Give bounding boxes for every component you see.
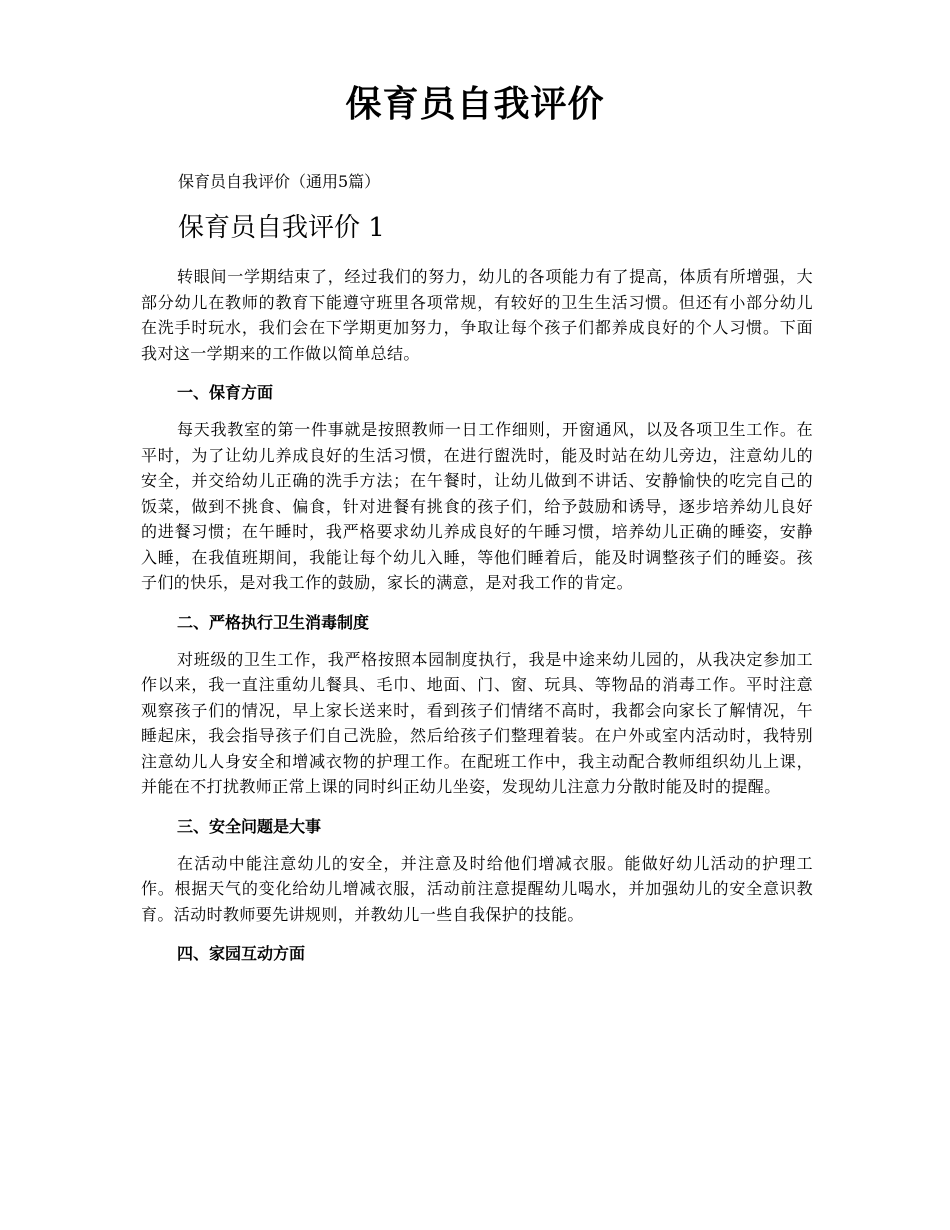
section-heading-home-school: 四、家园互动方面 bbox=[177, 944, 306, 963]
document-subtitle: 保育员自我评价（通用5篇） bbox=[178, 172, 381, 191]
section-paragraph-childcare: 每天我教室的第一件事就是按照教师一日工作细则，开窗通风，以及各项卫生工作。在平时，为了让幼儿养成良好的生活习惯，在进行盥洗时，能及时站在幼儿旁边，注意幼儿的安全，并交给幼儿正确的洗手方法；在午餐时，让幼儿做到不讲话、安静愉快的吃完自己的饭菜，做到不挑食、偏食，针对进餐有挑食的孩子们，给予鼓励和诱导，逐步培养幼儿良好的进餐习惯；在午睡时，我严格要求幼儿养成良好的午睡习惯，培养幼儿正确的睡姿，安静入睡，在我值班期间，我能让每个幼儿入睡，等他们睡着后，能及时调整孩子们的睡姿。孩子们的快乐，是对我工作的鼓励，家长的满意，是对我工作的肯定。 bbox=[141, 420, 813, 592]
document-body bbox=[141, 264, 813, 978]
section-paragraph-hygiene: 对班级的卫生工作，我严格按照本园制度执行，我是中途来幼儿园的，从我决定参加工作以来，我一直注重幼儿餐具、毛巾、地面、门、窗、玩具、等物品的消毒工作。平时注意观察孩子们的情况，早上家长送来时，看到孩子们情绪不高时，我都会向家长了解情况，午睡起床，我会指导孩子们自己洗脸，然后给孩子们整理着装。在户外或室内活动时，我特别注意幼儿人身安全和增减衣物的护理工作。在配班工作中，我主动配合教师组织幼儿上课，并能在不打扰教师正常上课的同时纠正幼儿坐姿，发现幼儿注意力分散时能及时的提醒。 bbox=[141, 649, 813, 796]
document-title: 保育员自我评价 bbox=[345, 83, 605, 125]
section-heading-hygiene: 二、严格执行卫生消毒制度 bbox=[177, 612, 370, 632]
section-paragraph-safety: 在活动中能注意幼儿的安全，并注意及时给他们增减衣服。能做好幼儿活动的护理工作。根据天气的变化给幼儿增减衣服，活动前注意提醒幼儿喝水，并加强幼儿的安全意识教育。活动时教师要先讲规则，并教幼儿一些自我保护的技能。 bbox=[141, 853, 813, 924]
intro-paragraph: 转眼间一学期结束了，经过我们的努力，幼儿的各项能力有了提高，体质有所增强，大部分幼儿在教师的教育下能遵守班里各项常规，有较好的卫生生活习惯。但还有小部分幼儿在洗手时玩水，我们会在下学期更加努力，争取让每个孩子们都养成良好的个人习惯。下面我对这一学期来的工作做以简单总结。 bbox=[141, 267, 813, 363]
essay-heading: 保育员自我评价 1 bbox=[178, 213, 385, 243]
section-heading-safety: 三、安全问题是大事 bbox=[177, 816, 322, 836]
section-heading-childcare: 一、保育方面 bbox=[177, 383, 274, 402]
